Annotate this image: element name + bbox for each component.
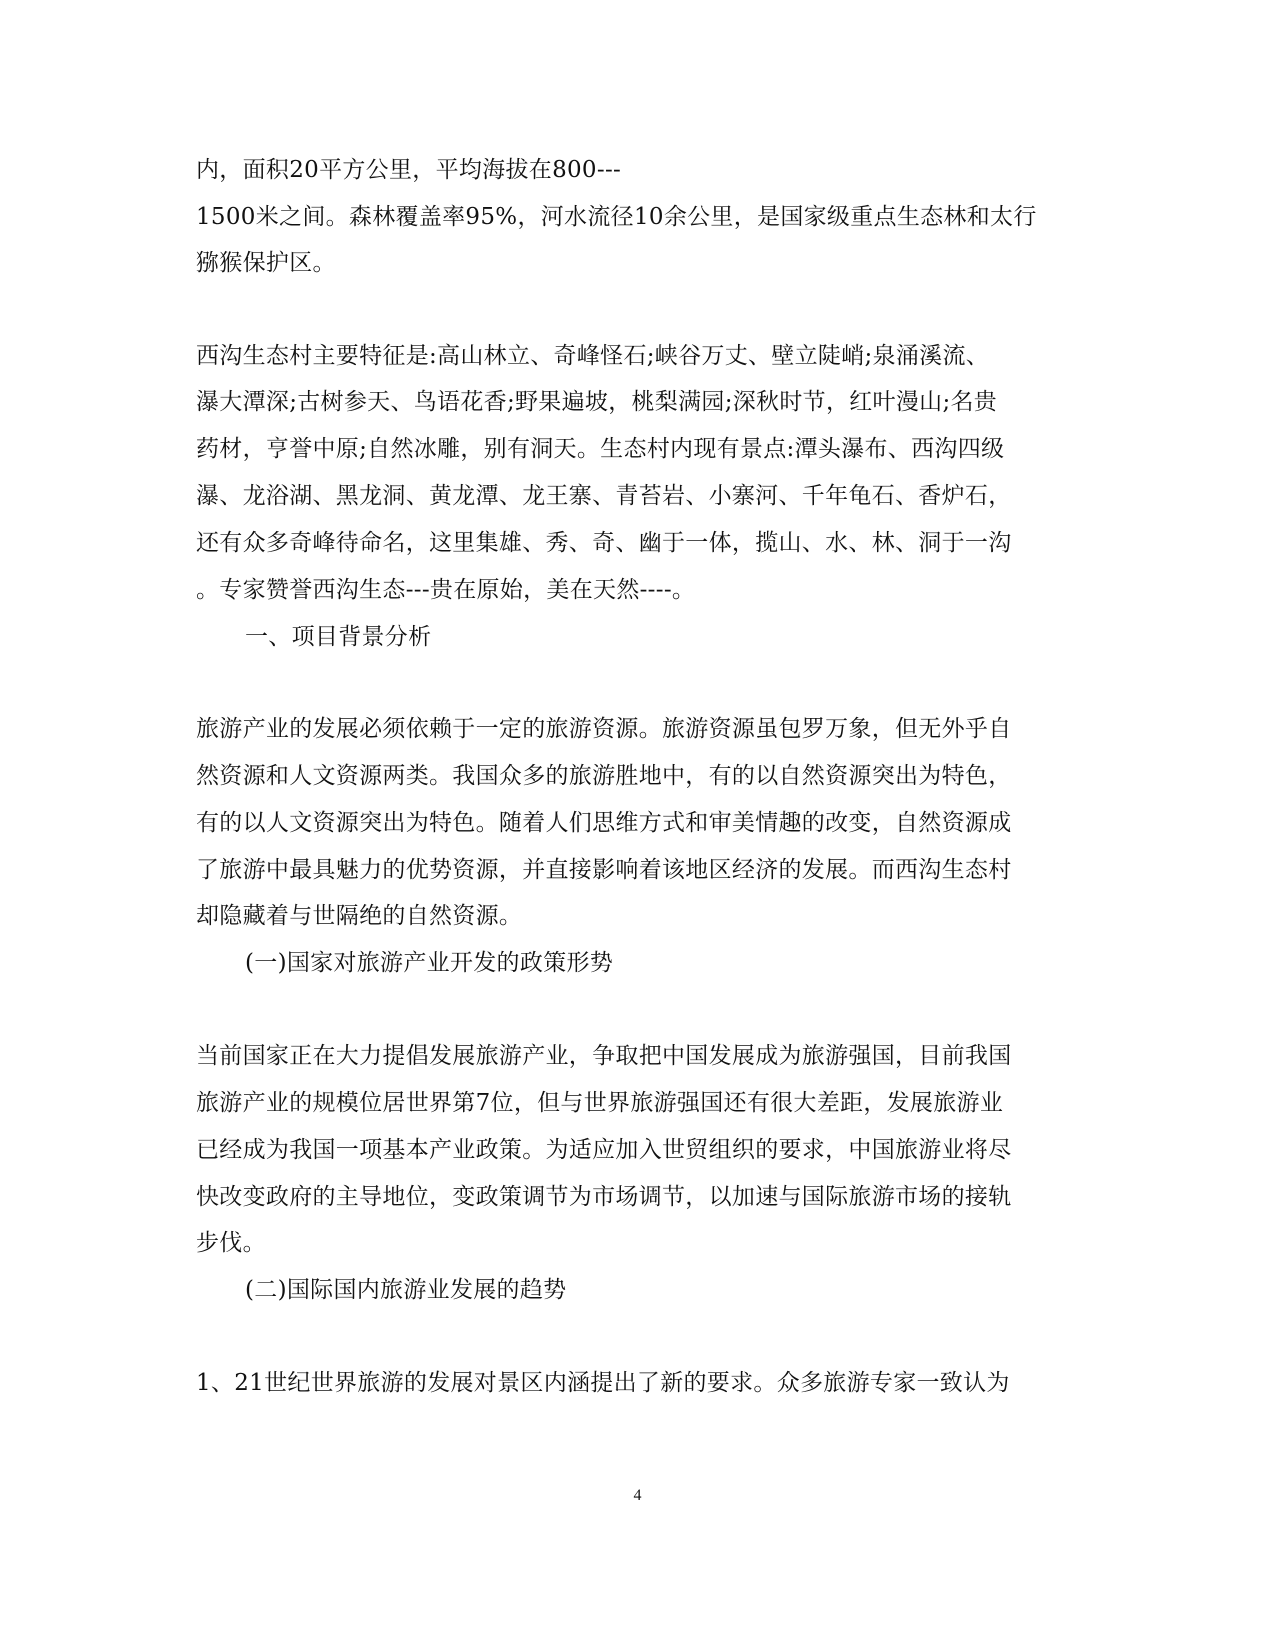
text-line: 1、21世纪世界旅游的发展对景区内涵提出了新的要求。众多旅游专家一致认为	[196, 1370, 1010, 1396]
text-line: 了旅游中最具魅力的优势资源，并直接影响着该地区经济的发展。而西沟生态村	[196, 857, 1012, 883]
text-line: 瀑大潭深;古树参天、鸟语花香;野果遍坡，桃梨满园;深秋时节，红叶漫山;名贵	[196, 389, 998, 415]
text-line: 西沟生态村主要特征是:高山林立、奇峰怪石;峡谷万丈、壁立陡峭;泉涌溪流、	[196, 343, 990, 369]
text-line: 已经成为我国一项基本产业政策。为适应加入世贸组织的要求，中国旅游业将尽	[196, 1137, 1012, 1163]
text-line: 旅游产业的规模位居世界第7位，但与世界旅游强国还有很大差距，发展旅游业	[196, 1090, 1004, 1116]
text-line: 。专家赞誉西沟生态---贵在原始，美在天然----。	[196, 577, 696, 603]
text-line: 快改变政府的主导地位，变政策调节为市场调节，以加速与国际旅游市场的接轨	[196, 1184, 1012, 1210]
text-line: 瀑、龙浴湖、黑龙洞、黄龙潭、龙王寨、青苔岩、小寨河、千年龟石、香炉石，	[196, 483, 1012, 509]
subsection-heading: (一)国家对旅游产业开发的政策形势	[245, 950, 614, 976]
text-line: 药材，亨誉中原;自然冰雕，别有洞天。生态村内现有景点:潭头瀑布、西沟四级	[196, 436, 1005, 462]
section-heading: 一、项目背景分析	[245, 624, 432, 650]
page-number: 4	[633, 1487, 642, 1504]
text-line: 1500米之间。森林覆盖率95%，河水流径10余公里，是国家级重点生态林和太行	[196, 204, 1037, 230]
text-line: 步伐。	[196, 1230, 266, 1256]
text-line: 然资源和人文资源两类。我国众多的旅游胜地中，有的以自然资源突出为特色，	[196, 763, 1012, 789]
subsection-heading: (二)国际国内旅游业发展的趋势	[245, 1277, 567, 1303]
text-line: 有的以人文资源突出为特色。随着人们思维方式和审美情趣的改变，自然资源成	[196, 810, 1012, 836]
text-line: 却隐藏着与世隔绝的自然资源。	[196, 903, 523, 929]
text-line: 内，面积20平方公里，平均海拔在800---	[196, 157, 622, 183]
text-line: 当前国家正在大力提倡发展旅游产业，争取把中国发展成为旅游强国，目前我国	[196, 1043, 1012, 1069]
text-line: 旅游产业的发展必须依赖于一定的旅游资源。旅游资源虽包罗万象，但无外乎自	[196, 716, 1012, 742]
text-line: 还有众多奇峰待命名，这里集雄、秀、奇、幽于一体，揽山、水、林、洞于一沟	[196, 530, 1012, 556]
text-line: 猕猴保护区。	[196, 250, 336, 276]
